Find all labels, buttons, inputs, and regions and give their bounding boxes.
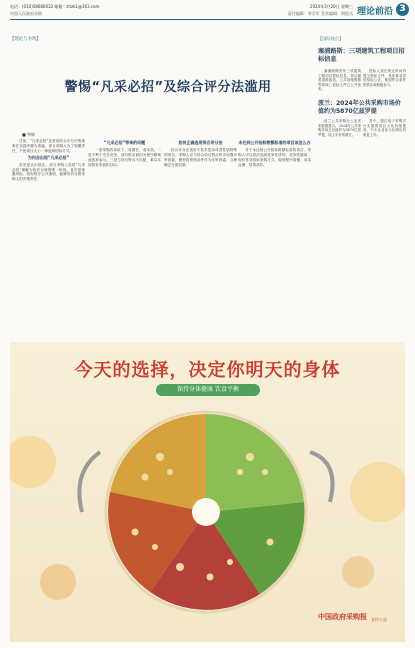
section-title: 理论前沿	[356, 7, 393, 17]
paragraph: 塞浦路斯发布三项建筑工程项目招标信息，项目涵盖道路改造、公共设施维修等领域，招标文件已公开发布。	[318, 69, 361, 92]
knife-icon	[79, 452, 100, 512]
paper-name: 中国人民政府采购	[10, 11, 42, 16]
paragraph: 投标人须在规定时间内提交投标文件，具体要求详见招标公告，欢迎符合条件的供应商积极参与。	[363, 69, 406, 87]
news-title-poland: 波兰：2024年公共采购市场价值约为5870亿兹罗提	[318, 99, 401, 115]
news-body-poland	[318, 119, 406, 137]
decor-circle	[350, 462, 405, 522]
article-column-4	[238, 139, 311, 169]
plate-center	[192, 498, 220, 526]
decor-circle	[40, 564, 76, 600]
page-number: 3	[396, 3, 409, 16]
article-column-1	[12, 139, 85, 183]
sidebar-tag: 【国际视点】	[318, 36, 344, 41]
poster-logo-side: 宣传公益	[371, 617, 387, 622]
page-header	[10, 4, 405, 18]
editors: 责任编辑：李学军 美术编辑：明俊丞	[287, 11, 353, 16]
header-rule	[10, 19, 405, 20]
main-article	[10, 36, 310, 340]
contact-info: 电话：(010)58680032 邮箱：zhzk1@163.com	[10, 4, 100, 9]
paragraph: 目前，“凡采必招”及采用综合评分法的现象在实践中颇为普遍，部分采购人为了规避责任，不论项目大小一律选择招标方式。	[12, 139, 85, 153]
public-service-poster	[10, 342, 405, 642]
subheading: 未达到公开招标数额标准的项目该怎么办	[238, 140, 311, 145]
paragraph: 其中，通过电子采购平台实施的项目占比持续提高，中小企业参与比例也有明显上升。	[363, 119, 406, 137]
fork-icon	[310, 452, 333, 502]
article-tag: 【理论与争鸣】	[10, 37, 41, 42]
article-author: ■ 李辉	[22, 132, 36, 137]
poster-title: 今天的选择，决定你明天的身体	[74, 360, 341, 381]
article-column-2	[88, 139, 161, 169]
subheading: “凡采必招”带来的问题	[103, 140, 146, 145]
paragraph: 首先是认识误区。部分采购人误将“凡采必招”理解为依法合规的唯一体现。其次是规避风险，招标程序公开透明，能够有效分散采购人的决策责任。	[12, 162, 85, 182]
paragraph: 波兰公共采购办公室发布数据显示，2024年公共采购市场总价值约为5870亿兹罗提，较上年有所增长。	[318, 119, 361, 137]
news-title-cyprus: 塞浦路斯：三项建筑工程项目招标信息	[318, 48, 405, 63]
decor-circle	[342, 556, 374, 588]
news-body-cyprus	[318, 69, 406, 92]
paragraph: 综合评分法适用于技术复杂或者性质特殊的项目，采购人应当结合项目特点科学设置评审因素，避免将资格条件作为评审因素，合理确定分值权重。	[164, 147, 237, 167]
poster-logo: 中国政府采购报	[318, 613, 367, 621]
paragraph: 一是采购效率低下，周期长、成本高。二是不利于充分竞争，部分供应商因为程序繁琐而放弃参与。三是与项目特点不匹配，难以实现物有所值的目标。	[88, 147, 161, 167]
plate-greens	[206, 414, 304, 512]
subheading: 如何正确选用综合评分法	[178, 140, 223, 145]
article-column-3	[164, 139, 237, 169]
poster-subtitle: 保持身体健康 饮食平衡	[156, 384, 260, 396]
subheading: 为何会出现“凡采必招”	[27, 154, 70, 160]
article-headline: 警惕“凡采必招”及综合评分法滥用	[64, 80, 272, 95]
issue-date: 2024年3月20日 星期三	[309, 4, 353, 9]
paragraph: 对于未达到公开招标数额标准的项目，采购人可以依法选择竞争性谈判、竞争性磋商、询价等非招标采购方式，做到程序简便、成本合理、结果高效。	[238, 147, 311, 167]
sidebar-news	[318, 36, 406, 340]
decor-circle	[10, 436, 56, 488]
